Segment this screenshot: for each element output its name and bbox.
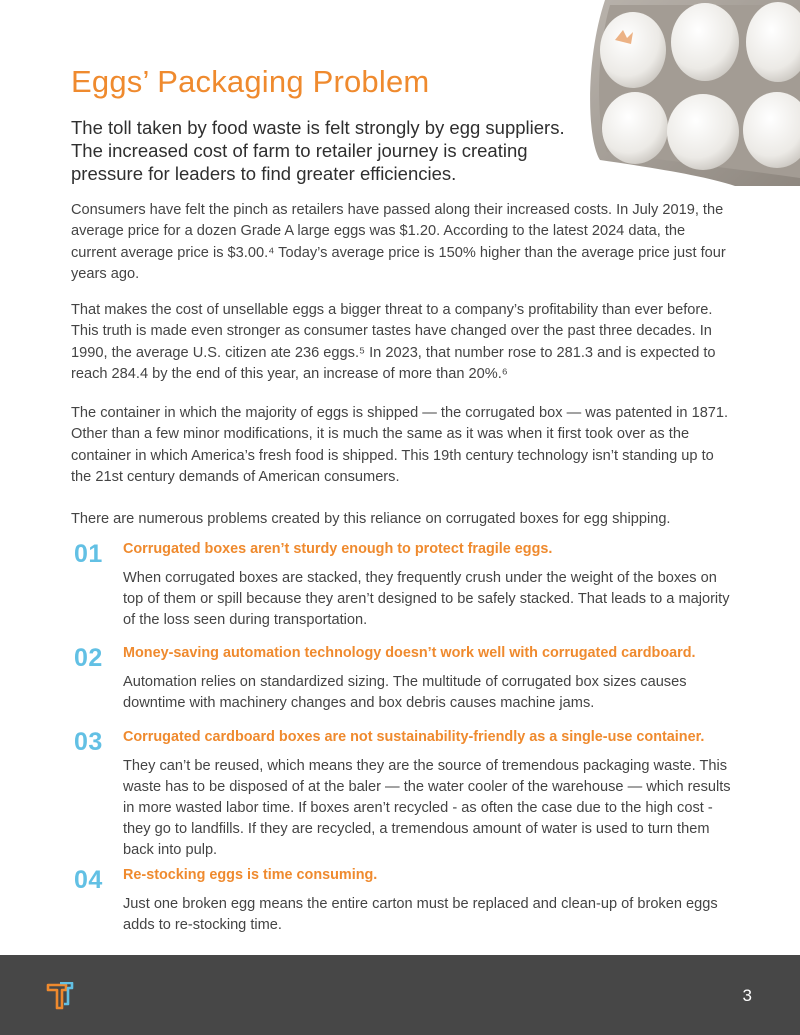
page-title: Eggs’ Packaging Problem <box>71 64 430 99</box>
problem-body: When corrugated boxes are stacked, they frequently crush under the weight of the boxes on top of them or spill because they aren’t designed to be safely stacked. That leads to a majority of the loss seen during transportation. <box>123 570 730 628</box>
problem-number: 04 <box>74 866 103 894</box>
body-paragraph: That makes the cost of unsellable eggs a bigger threat to a company’s profitability than ever before. This truth is made even stronger as consumer tastes have changed over the past three decades. In 1990, the average U.S. citizen ate 236 eggs.⁵ In 2023, that number rose to 281.3 and is expected to reach 284.4 by the end of this year, an increase of more than 20%.⁶ <box>71 302 716 382</box>
problem-number: 01 <box>74 540 103 568</box>
body-paragraph: Consumers have felt the pinch as retailers have passed along their increased costs. In July 2019, the average price for a dozen Grade A large eggs was $1.20. According to the latest 2024 data, the current average price is $3.00.⁴ Today’s average price is 150% higher than the average price just four years ago. <box>71 202 726 282</box>
problem-number: 02 <box>74 644 103 672</box>
body-paragraph: There are numerous problems created by this reliance on corrugated boxes for egg shipping. <box>71 511 671 527</box>
page-subtitle: The toll taken by food waste is felt strongly by egg suppliers. The increased cost of farm to retailer journey is creating pressure for leaders to find greater efficiencies. <box>71 117 565 184</box>
problem-heading: Corrugated boxes aren’t sturdy enough to protect fragile eggs. <box>123 541 553 557</box>
problem-heading: Money-saving automation technology doesn’t work well with corrugated cardboard. <box>123 645 696 661</box>
body-paragraph: The container in which the majority of eggs is shipped — the corrugated box — was patented in 1871. Other than a few minor modifications, it is much the same as it was when it first took over as the container in which America’s fresh food is shipped. This 19th century technology isn’t standing up to the 21st century demands of American consumers. <box>71 405 729 485</box>
page-footer <box>0 955 800 1035</box>
egg-carton-image <box>585 0 800 186</box>
problem-body: They can’t be reused, which means they are the source of tremendous packaging waste. This waste has to be disposed of at the baler — the water cooler of the warehouse — which results in more wasted labor time. If boxes aren’t recycled - as often the case due to the high cost - they go to landfills. If they are recycled, a tremendous amount of water is used to turn them back into pulp. <box>123 758 731 858</box>
problem-number: 03 <box>74 728 103 756</box>
problem-body: Automation relies on standardized sizing. The multitude of corrugated box sizes causes downtime with machinery changes and box debris causes machine jams. <box>123 674 687 711</box>
problem-body: Just one broken egg means the entire carton must be replaced and clean-up of broken eggs adds to re-stocking time. <box>123 896 718 933</box>
problem-heading: Re-stocking eggs is time consuming. <box>123 867 378 883</box>
problem-heading: Corrugated cardboard boxes are not sustainability-friendly as a single-use container. <box>123 729 705 745</box>
page-number: 3 <box>742 986 752 1005</box>
t-logo-icon <box>46 982 74 1010</box>
